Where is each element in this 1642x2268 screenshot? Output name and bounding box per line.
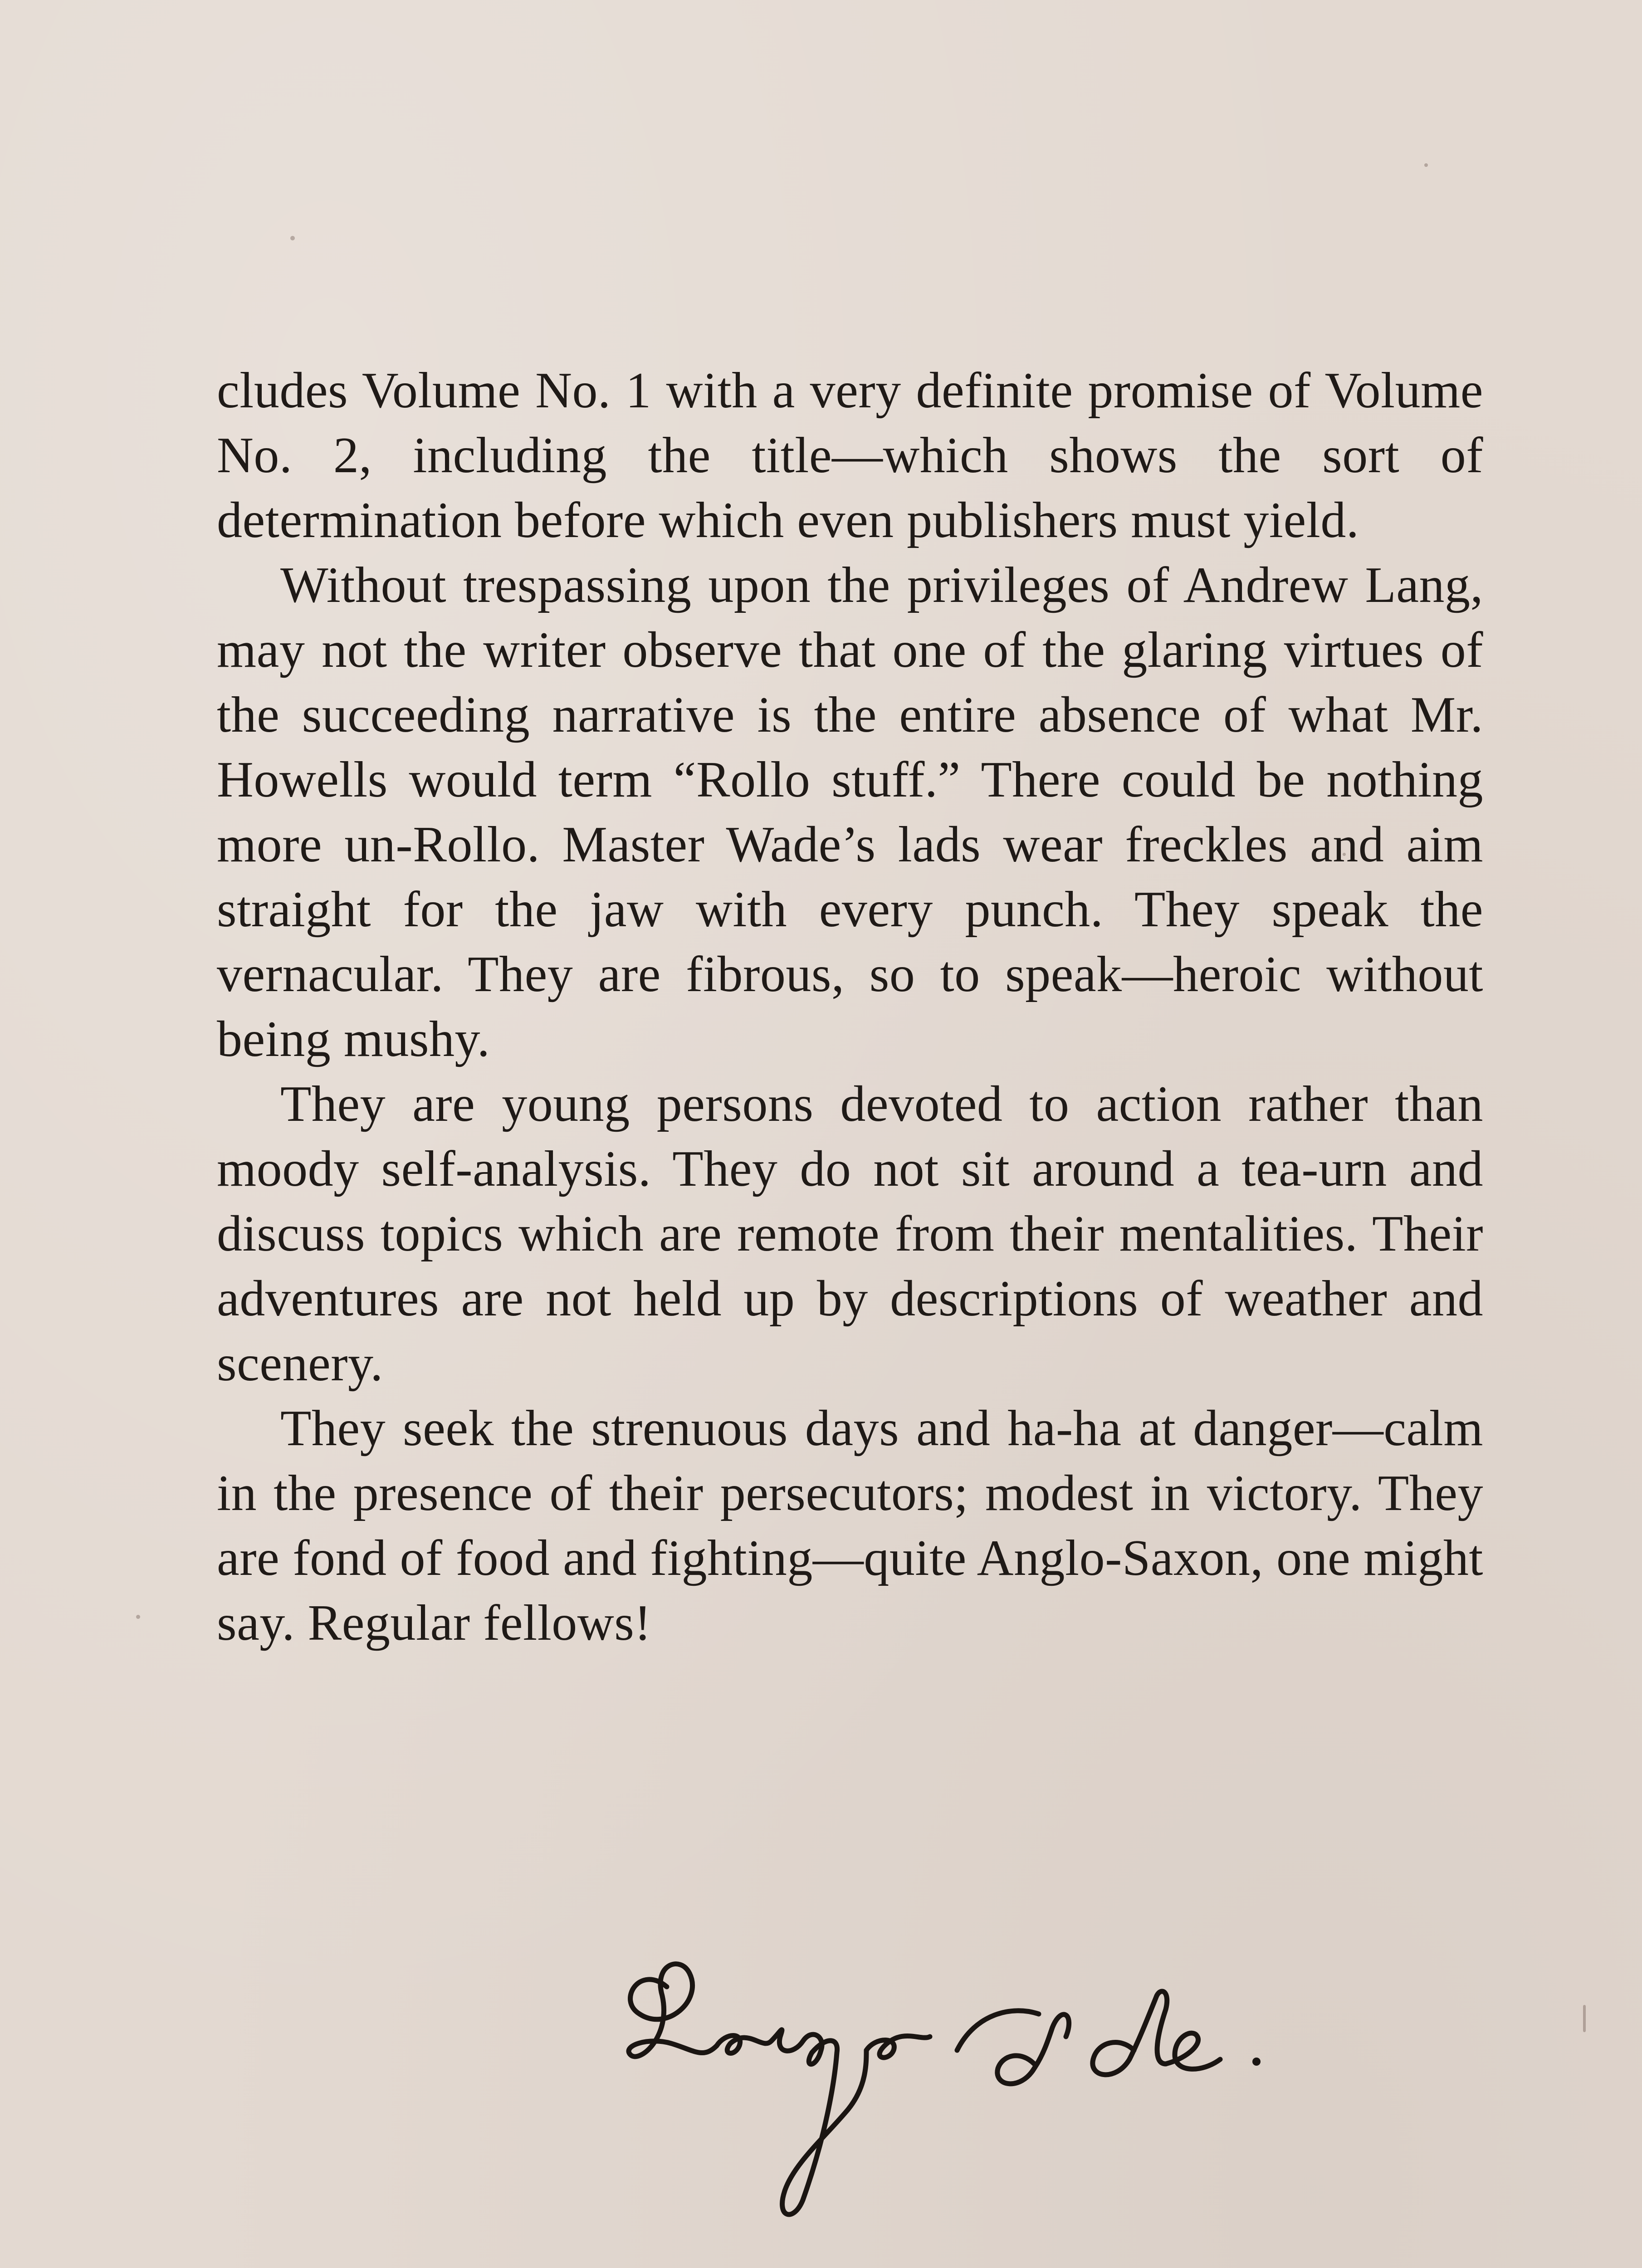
paragraph-2: Without trespassing upon the privileges of Andrew Lang, may not the writer observe that one of the glaring virtues of the succeeding narrative is the entire absence of what Mr. Howells would term “Rollo stuff.” There could be nothing more un-Rollo. Master Wade’s lads wear freckles and aim straight for the jaw with every punch. They speak the vernacular. They are fibrous, so to speak—heroic without being mushy. [217, 557, 1483, 1067]
paragraph-1: cludes Volume No. 1 with a very definite promise of Volume No. 2, including the title—which shows the sort of determination before which even publishers must yield. [217, 362, 1483, 548]
paragraph-4: They seek the strenuous days and ha-ha at danger—calm in the presence of their persecutors; modest in victory. They are fond of food and fighting—quite Anglo-Saxon, one might say. Regular fellows! [217, 1400, 1483, 1651]
paper-speck [136, 1615, 140, 1619]
paper-speck [290, 236, 295, 240]
paper-speck [1424, 163, 1428, 167]
signature-icon [612, 1946, 1497, 2236]
paper-speck [1343, 853, 1346, 856]
paper-speck [1583, 2005, 1586, 2032]
paragraph-3: They are young persons devoted to action rather than moody self-analysis. They do not sit around a tea-urn and discuss topics which are remote from their mentalities. Their adventures are not held up by descriptions of weather and scenery. [217, 1076, 1483, 1392]
page-text [217, 358, 1483, 1656]
handwritten-signature [612, 1946, 1497, 2236]
